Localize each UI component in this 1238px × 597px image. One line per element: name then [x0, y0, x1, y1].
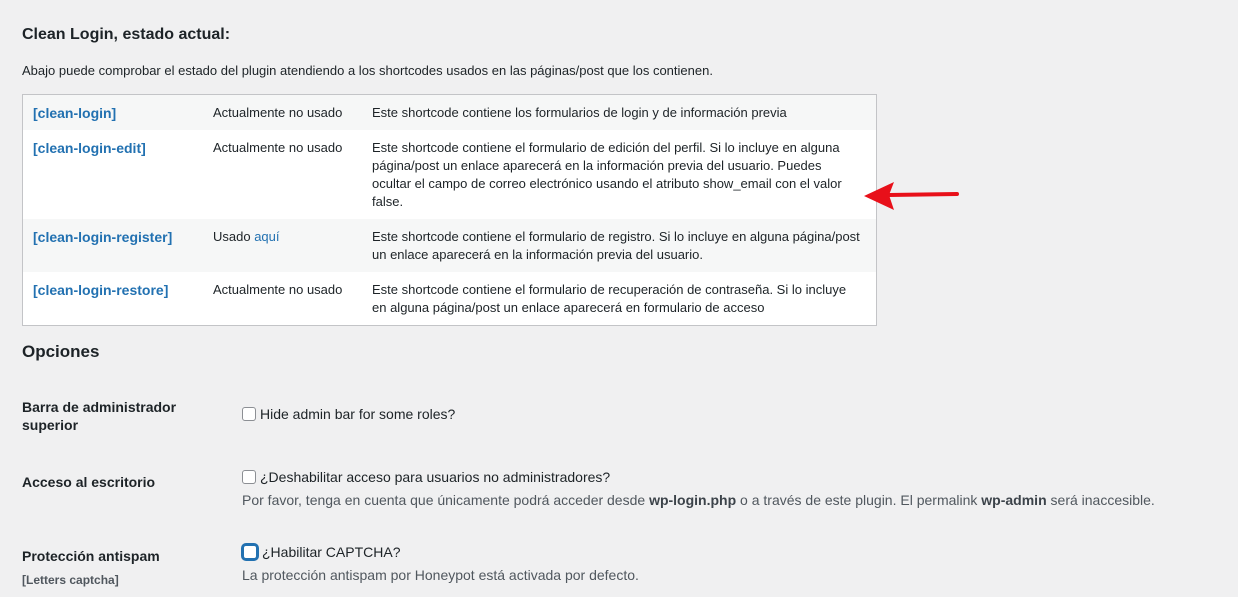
admin-bar-field	[242, 406, 455, 422]
dashboard-access-description	[242, 492, 1155, 508]
table-row	[23, 95, 877, 131]
shortcode-status: Actualmente no usado	[193, 95, 362, 131]
shortcode-description: Este shortcode contiene el formulario de registro. Si lo incluye en alguna página/post un enlace aparecerá en la información previa del usuario.	[362, 219, 877, 272]
description-text: Por favor, tenga en cuenta que únicamente podrá acceder desde	[242, 492, 650, 508]
status-section-intro: Abajo puede comprobar el estado del plugin atendiendo a los shortcodes usados en las páginas/post que los contienen.	[22, 63, 713, 78]
shortcodes-table	[22, 94, 877, 326]
captcha-checkbox-row[interactable]	[242, 544, 639, 560]
shortcode-status: Actualmente no usado	[213, 282, 343, 297]
shortcode-name: [clean-login-restore]	[33, 282, 169, 298]
shortcode-description: Este shortcode contiene el formulario de recuperación de contraseña. Si lo incluye en alguna página/post un enlace aparecerá en formulario de acceso	[372, 282, 847, 315]
shortcode-name: [clean-login]	[23, 95, 194, 131]
antispam-label	[22, 547, 212, 589]
description-bold: wp-login.php	[649, 492, 737, 508]
shortcode-used-link[interactable]: aquí	[254, 229, 280, 244]
dashboard-access-checkbox[interactable]	[242, 470, 256, 484]
captcha-checkbox-label[interactable]: ¿Habilitar CAPTCHA?	[262, 544, 401, 560]
arrow-left-icon	[862, 180, 960, 212]
dashboard-access-label: Acceso al escritorio	[22, 474, 156, 490]
admin-bar-checkbox[interactable]	[242, 407, 256, 421]
dashboard-access-checkbox-row[interactable]	[242, 469, 1155, 485]
shortcode-status	[193, 219, 362, 272]
table-row	[23, 130, 877, 219]
antispam-description: La protección antispam por Honeypot está activada por defecto.	[242, 567, 639, 583]
table-row	[23, 272, 877, 326]
shortcode-description: Este shortcode contiene el formulario de edición del perfil. Si lo incluye en alguna página/post un enlace aparecerá en la información previa del usuario. Puedes ocultar el campo de correo electrónico usando el atributo show_email con el valor false.	[372, 140, 842, 209]
admin-bar-checkbox-row[interactable]	[242, 406, 455, 422]
status-section-title: Clean Login, estado actual:	[22, 26, 231, 43]
shortcode-status: Actualmente no usado	[213, 140, 343, 155]
description-text: o a través de este plugin. El permalink	[736, 492, 982, 508]
shortcode-name: [clean-login-register]	[23, 219, 194, 272]
shortcode-status-prefix: Usado	[213, 229, 251, 244]
antispam-sublabel: [Letters captcha]	[22, 573, 119, 587]
admin-bar-label: Barra de administrador superior	[22, 399, 177, 433]
admin-bar-checkbox-label[interactable]: Hide admin bar for some roles?	[260, 406, 456, 422]
options-title: Opciones	[22, 342, 100, 361]
antispam-field	[242, 544, 639, 583]
dashboard-access-checkbox-label[interactable]: ¿Deshabilitar acceso para usuarios no administradores?	[260, 469, 611, 485]
captcha-checkbox[interactable]	[242, 544, 258, 560]
shortcode-description: Este shortcode contiene los formularios de login y de información previa	[362, 95, 877, 131]
description-bold: wp-admin	[981, 492, 1047, 508]
shortcode-name: [clean-login-edit]	[33, 140, 146, 156]
table-row	[23, 219, 877, 272]
description-text: será inaccesible.	[1046, 492, 1155, 508]
dashboard-access-field	[242, 469, 1155, 508]
antispam-label-text: Protección antispam	[22, 548, 160, 564]
